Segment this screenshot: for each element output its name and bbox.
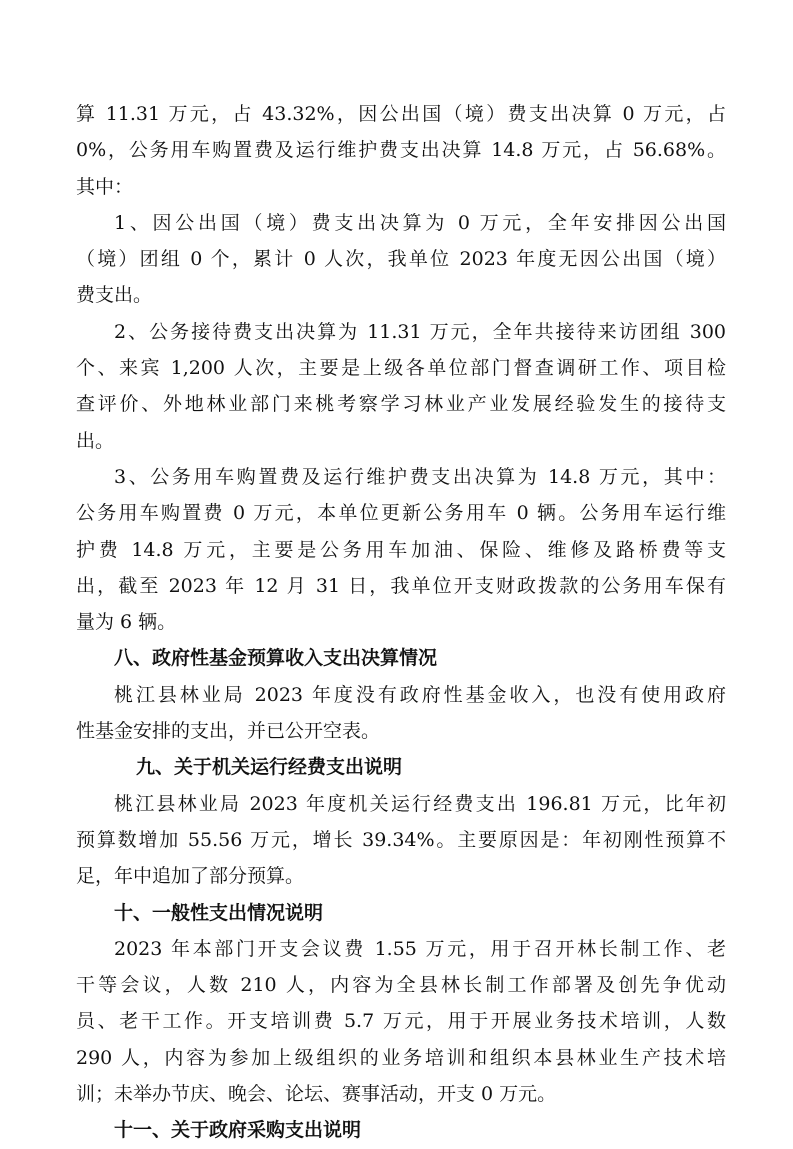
body-line: 出，截至 2023 年 12 月 31 日，我单位开支财政拨款的公务用车保有 xyxy=(76,574,726,597)
body-line: 员、老干工作。开支培训费 5.7 万元，用于开展业务技术培训，人数 xyxy=(76,1010,726,1033)
body-line: 2、公务接待费支出决算为 11.31 万元，全年共接待来访团组 300 xyxy=(114,320,726,343)
body-line: 个、来宾 1,200 人次，主要是上级各单位部门督查调研工作、项目检 xyxy=(76,357,726,380)
body-line: 性基金安排的支出，并已公开空表。 xyxy=(76,720,381,743)
body-line: 预算数增加 55.56 万元，增长 39.34%。主要原因是：年初刚性预算不 xyxy=(76,828,726,851)
body-line: （境）团组 0 个，累计 0 人次，我单位 2023 年度无因公出国（境） xyxy=(76,248,726,271)
body-line: 桃江县林业局 2023 年度没有政府性基金收入，也没有使用政府 xyxy=(114,683,726,706)
section-heading: 十一、关于政府采购支出说明 xyxy=(114,1119,362,1142)
body-line: 足，年中追加了部分预算。 xyxy=(76,865,305,888)
section-heading: 九、关于机关运行经费支出说明 xyxy=(136,756,403,779)
body-line: 1、因公出国（境）费支出决算为 0 万元，全年安排因公出国 xyxy=(114,211,726,234)
body-line: 训；未举办节庆、晚会、论坛、赛事活动，开支 0 万元。 xyxy=(76,1083,557,1106)
document-body xyxy=(76,96,726,1149)
body-line: 3、公务用车购置费及运行维护费支出决算为 14.8 万元，其中： xyxy=(114,465,726,488)
body-line: 算 11.31 万元，占 43.32%，因公出国（境）费支出决算 0 万元，占 xyxy=(76,103,726,125)
section-heading: 十、一般性支出情况说明 xyxy=(114,901,324,924)
body-line: 费支出。 xyxy=(76,284,153,307)
section-heading: 八、政府性基金预算收入支出决算情况 xyxy=(114,647,438,670)
body-line: 公务用车购置费 0 万元，本单位更新公务用车 0 辆。公务用车运行维 xyxy=(76,502,726,525)
body-line: 0%，公务用车购置费及运行维护费支出决算 14.8 万元，占 56.68%。 xyxy=(76,139,726,162)
body-line: 桃江县林业局 2023 年度机关运行经费支出 196.81 万元，比年初 xyxy=(114,792,726,815)
body-line: 量为 6 辆。 xyxy=(76,611,177,634)
body-line: 290 人，内容为参加上级组织的业务培训和组织本县林业生产技术培 xyxy=(76,1046,726,1069)
body-line: 护费 14.8 万元，主要是公务用车加油、保险、维修及路桥费等支 xyxy=(76,538,726,561)
body-line: 查评价、外地林业部门来桃考察学习林业产业发展经验发生的接待支 xyxy=(76,393,726,416)
body-line: 2023 年本部门开支会议费 1.55 万元，用于召开林长制工作、老 xyxy=(114,937,726,960)
body-line: 干等会议，人数 210 人，内容为全县林长制工作部署及创先争优动 xyxy=(76,974,726,997)
body-line: 其中： xyxy=(76,175,134,198)
body-line: 出。 xyxy=(76,429,115,452)
